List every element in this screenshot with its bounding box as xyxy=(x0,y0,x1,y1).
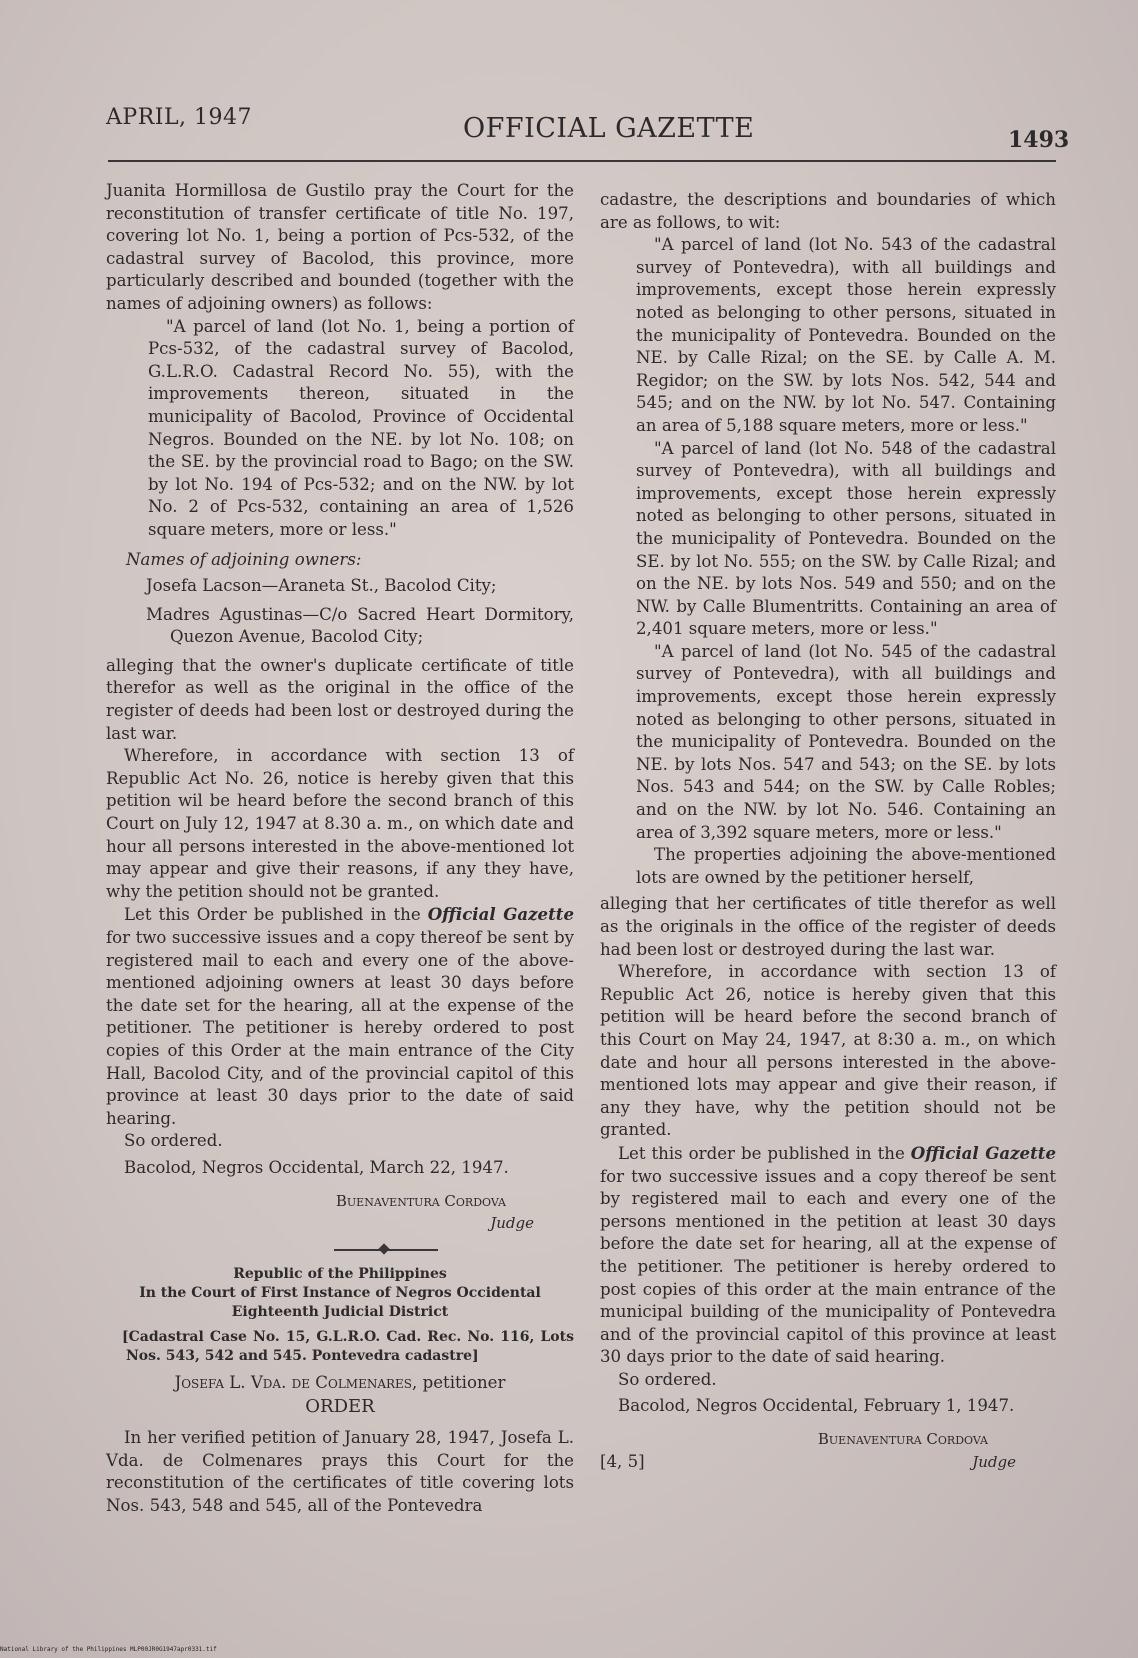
paragraph xyxy=(600,1142,1056,1369)
owner-entry: Josefa Lacson—Araneta St., Bacolod City; xyxy=(146,576,497,596)
owner-entry: Madres Agustinas—C/o Sacred Heart Dormitory, Quezon Avenue, Bacolod City; xyxy=(146,604,574,647)
scan-label: National Library of the Philippines MLP00JR0G1947apr0331.tif xyxy=(0,1646,217,1653)
court-heading: Eighteenth Judicial District xyxy=(231,1303,449,1320)
paragraph: Wherefore, in accordance with section 13 of Republic Act 26, notice is hereby given that this petition will be heard before the second branch of this Court on May 24, 1947, at 8:30 a. m., on which date and hour all persons interested in the above-mentioned lots may appear and give their reason, if any they have, why the petition should not be granted. xyxy=(600,962,1056,1140)
text: Let this Order be published in the xyxy=(124,905,428,925)
court-heading: Republic of the Philippines xyxy=(233,1265,447,1282)
paragraph: cadastre, the descriptions and boundaries of which are as follows, to wit: xyxy=(600,190,1056,232)
land-description: "A parcel of land (lot No. 545 of the cadastral survey of Pontevedra), with all buildings and improvements, except those herein expressly noted as belonging to other persons, situated in the municipality of Pontevedra. Bounded on the NE. by lots Nos. 547 and 543; on the SE. by lots Nos. 543 and 544; on the SW. by Calle Robles; and on the NW. by lot No. 546. Containing an area of 3,392 square meters, more or less." xyxy=(636,641,1056,842)
petitioner-role: , petitioner xyxy=(412,1372,506,1392)
land-description: "A parcel of land (lot No. 1, being a portion of Pcs-532, of the cadastral survey of Bacolod, G.L.R.O. Cadastral Record No. 55), with the improvements thereon, situated in the municipality of Bacolod, Province of Occidental Negros. Bounded on the NE. by lot No. 108; on the SE. by the provincial road to Bago; on the SW. by lot No. 194 of Pcs-532; and on the NW. by lot No. 2 of Pcs-532, containing an area of 1,526 square meters, more or less." xyxy=(148,316,574,539)
land-description: "A parcel of land (lot No. 543 of the cadastral survey of Pontevedra), with all buildings and improvements, except those herein expressly noted as belonging to other persons, situated in the municipality of Pontevedra. Bounded on the NE. by Calle Rizal; on the SE. by Calle A. M. Regidor; on the SW. by lots Nos. 542, 544 and 545; and on the NW. by lot No. 547. Containing an area of 5,188 square meters, more or less." xyxy=(636,235,1056,435)
judge-name: Buenaventura Cordova xyxy=(817,1430,988,1449)
court-heading: In the Court of First Instance of Negros Occidental xyxy=(139,1284,541,1301)
gazette-name: Official Gazette xyxy=(910,1142,1057,1163)
gazette-name: Official Gazette xyxy=(427,904,575,925)
text: for two successive issues and a copy thereof be sent by registered mail to each and every one of the above-mentioned adjoining owners at least 30 days before the date set for the hearing, all at the expense of the petitioner. The petitioner is hereby ordered to post copies of this Order at the main entrance of the City Hall, Bacolod City, and of the provincial capitol of this province at least 30 days prior to the date of said hearing. xyxy=(106,928,574,1128)
paragraph: Juanita Hormillosa de Gustilo pray the Court for the reconstitution of transfer certificate of title No. 197, covering lot No. 1, being a portion of Pcs-532, of the cadastral survey of Bacolod, this province, more particularly described and bounded (together with the names of adjoining owners) as follows: xyxy=(106,181,574,313)
case-reference: [Cadastral Case No. 15, G.L.R.O. Cad. Rec. No. 116, Lots Nos. 543, 542 and 545. Pontevedra cadastre] xyxy=(122,1328,574,1364)
adjoining-owners-heading: Names of adjoining owners: xyxy=(126,549,362,569)
reference-numbers: [4, 5] xyxy=(600,1451,645,1471)
paragraph: alleging that the owner's duplicate certificate of title therefor as well as the original in the office of the register of deeds had been lost or destroyed during the last war. xyxy=(106,655,574,743)
paragraph xyxy=(106,903,574,1130)
right-column xyxy=(600,189,1056,1473)
header-month: APRIL, 1947 xyxy=(106,105,253,130)
judge-title: Judge xyxy=(490,1214,534,1233)
judge-name: Buenaventura Cordova xyxy=(335,1191,506,1210)
text: for two successive issues and a copy thereof be sent by registered mail to each and every one of the persons mentioned in the petition at least 30 days before the date set for hearing, all at the expense of the petitioner. The petitioner is hereby ordered to post copies of this order at the main entrance of the municipal building of the municipality of Pontevedra and of the provincial capitol of this province at least 30 days prior to the date of said hearing. xyxy=(600,1166,1056,1367)
order-heading: ORDER xyxy=(305,1396,375,1418)
dateline: Bacolod, Negros Occidental, February 1, 1947. xyxy=(618,1396,1015,1416)
judge-title: Judge xyxy=(972,1452,1016,1471)
so-ordered: So ordered. xyxy=(124,1131,223,1151)
dateline: Bacolod, Negros Occidental, March 22, 1947. xyxy=(124,1157,509,1177)
paragraph: alleging that her certificates of title therefor as well as the originals in the office of the register of deeds had been lost or destroyed during the last war. xyxy=(600,894,1056,959)
petitioner-name: Josefa L. Vda. de Colmenares xyxy=(174,1372,413,1392)
page-number: 1493 xyxy=(1008,127,1070,153)
petitioner-line xyxy=(106,1372,574,1395)
header-rule xyxy=(108,160,1056,162)
paragraph: The properties adjoining the above-mentioned lots are owned by the petitioner herself, xyxy=(636,845,1056,887)
left-column xyxy=(106,180,574,1517)
signature-row xyxy=(600,1451,1056,1474)
land-description: "A parcel of land (lot No. 548 of the cadastral survey of Pontevedra), with all buildings and improvements, except those herein expressly noted as belonging to other persons, situated in the municipality of Pontevedra. Bounded on the SE. by lot No. 555; on the SW. by Calle Rizal; and on the NE. by lots Nos. 549 and 550; and on the NW. by Calle Blumentritts. Containing an area of 2,401 square meters, more or less." xyxy=(636,438,1056,639)
paragraph: Wherefore, in accordance with section 13 of Republic Act No. 26, notice is hereby given that this petition wil be heard before the second branch of this Court on July 12, 1947 at 8.30 a. m., on which date and hour all persons interested in the above-mentioned lot may appear and give their reasons, if any they have, why the petition should not be granted. xyxy=(106,746,574,901)
header-title: OFFICIAL GAZETTE xyxy=(463,113,755,144)
so-ordered: So ordered. xyxy=(618,1369,717,1389)
paragraph: In her verified petition of January 28, 1947, Josefa L. Vda. de Colmenares prays this Court for the reconstitution of the certificates of title covering lots Nos. 543, 548 and 545, all of the Pontevedra xyxy=(106,1427,574,1515)
section-divider xyxy=(106,1235,574,1265)
text: Let this order be published in the xyxy=(618,1143,911,1163)
